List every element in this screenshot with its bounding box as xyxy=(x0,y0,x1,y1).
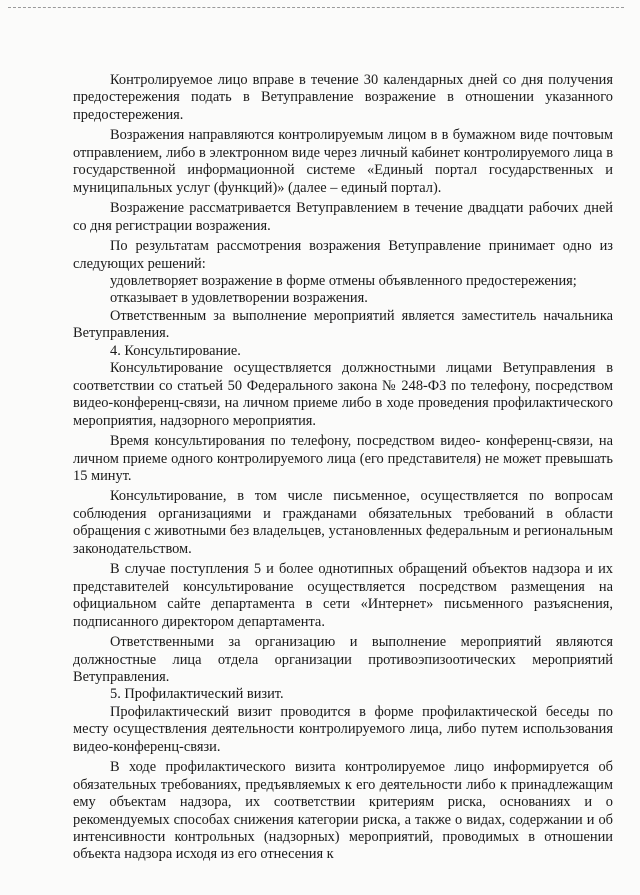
paragraph-objection-review: Возражение рассматривается Ветуправлением в течение двадцати рабочих дней со дня регистрации возражения. xyxy=(73,200,613,234)
paragraph-consulting-time: Время консультирования по телефону, посредством видео- конференц-связи, на личном приеме одного контролируемого лица (его представителя) не может превышать 15 минут. xyxy=(73,433,613,484)
paragraph-consulting-topics: Консультирование, в том числе письменное, осуществляется по вопросам соблюдения организациями и гражданами обязательных требований в области обращения с животными без владельцев, установленных федеральным и региональным законодательством. xyxy=(73,488,613,557)
section-heading-visit: 5. Профилактический визит. xyxy=(110,686,284,703)
decision-item-refuse: отказывает в удовлетворении возражения. xyxy=(110,290,368,307)
decision-item-satisfy: удовлетворяет возражение в форме отмены объявленного предостережения; xyxy=(110,272,577,289)
paragraph-consulting-written: В случае поступления 5 и более однотипных обращений объектов надзора и их представителей консультирование осуществляется посредством размещения на официальном сайте департамента в сети «Интернет» письменного разъяснения, подписанного директором департамента. xyxy=(73,561,613,630)
paragraph-visit-info: В ходе профилактического визита контролируемое лицо информируется об обязательных требованиях, предъявляемых к его деятельности либо к принадлежащим ему объектам надзора, их соответствии критериям риска, основаниях и о рекомендуемых способах снижения категории риска, а также о видах, содержании и об интенсивности контрольных (надзорных) мероприятий, проводимых в отношении объекта надзора исходя из его отнесения к xyxy=(73,759,613,863)
paragraph-objection-sending: Возражения направляются контролируемым лицом в в бумажном виде почтовым отправлением, либо в электронном виде через личный кабинет контролируемого лица в государственной информационной системе «Единый портал государственных и муниципальных услуг (функций)» (далее – единый портал). xyxy=(73,127,613,196)
document-body xyxy=(73,72,613,864)
paragraph-responsible-department: Ответственными за организацию и выполнение мероприятий являются должностные лица отдела организации противоэпизоотических мероприятий Ветуправления. xyxy=(73,634,613,685)
paragraph-review-results: По результатам рассмотрения возражения Ветуправление принимает одно из следующих решений: xyxy=(73,238,613,272)
paragraph-responsible-deputy: Ответственным за выполнение мероприятий является заместитель начальника Ветуправления. xyxy=(73,307,613,342)
paragraph-objection-right: Контролируемое лицо вправе в течение 30 календарных дней со дня получения предостережения подать в Ветуправление возражение в отношении указанного предостережения. xyxy=(73,72,613,123)
paragraph-visit-form: Профилактический визит проводится в форме профилактической беседы по месту осуществления деятельности контролируемого лица, либо путем использования видео-конференц-связи. xyxy=(73,703,613,755)
top-dashed-rule xyxy=(8,7,624,8)
paragraph-consulting-method: Консультирование осуществляется должностными лицами Ветуправления в соответствии со статьей 50 Федерального закона № 248-ФЗ по телефону, посредством видео-конференц-связи, на личном приеме либо в ходе проведения профилактического мероприятия, надзорного мероприятия. xyxy=(73,360,613,429)
section-heading-consulting: 4. Консультирование. xyxy=(110,342,241,359)
